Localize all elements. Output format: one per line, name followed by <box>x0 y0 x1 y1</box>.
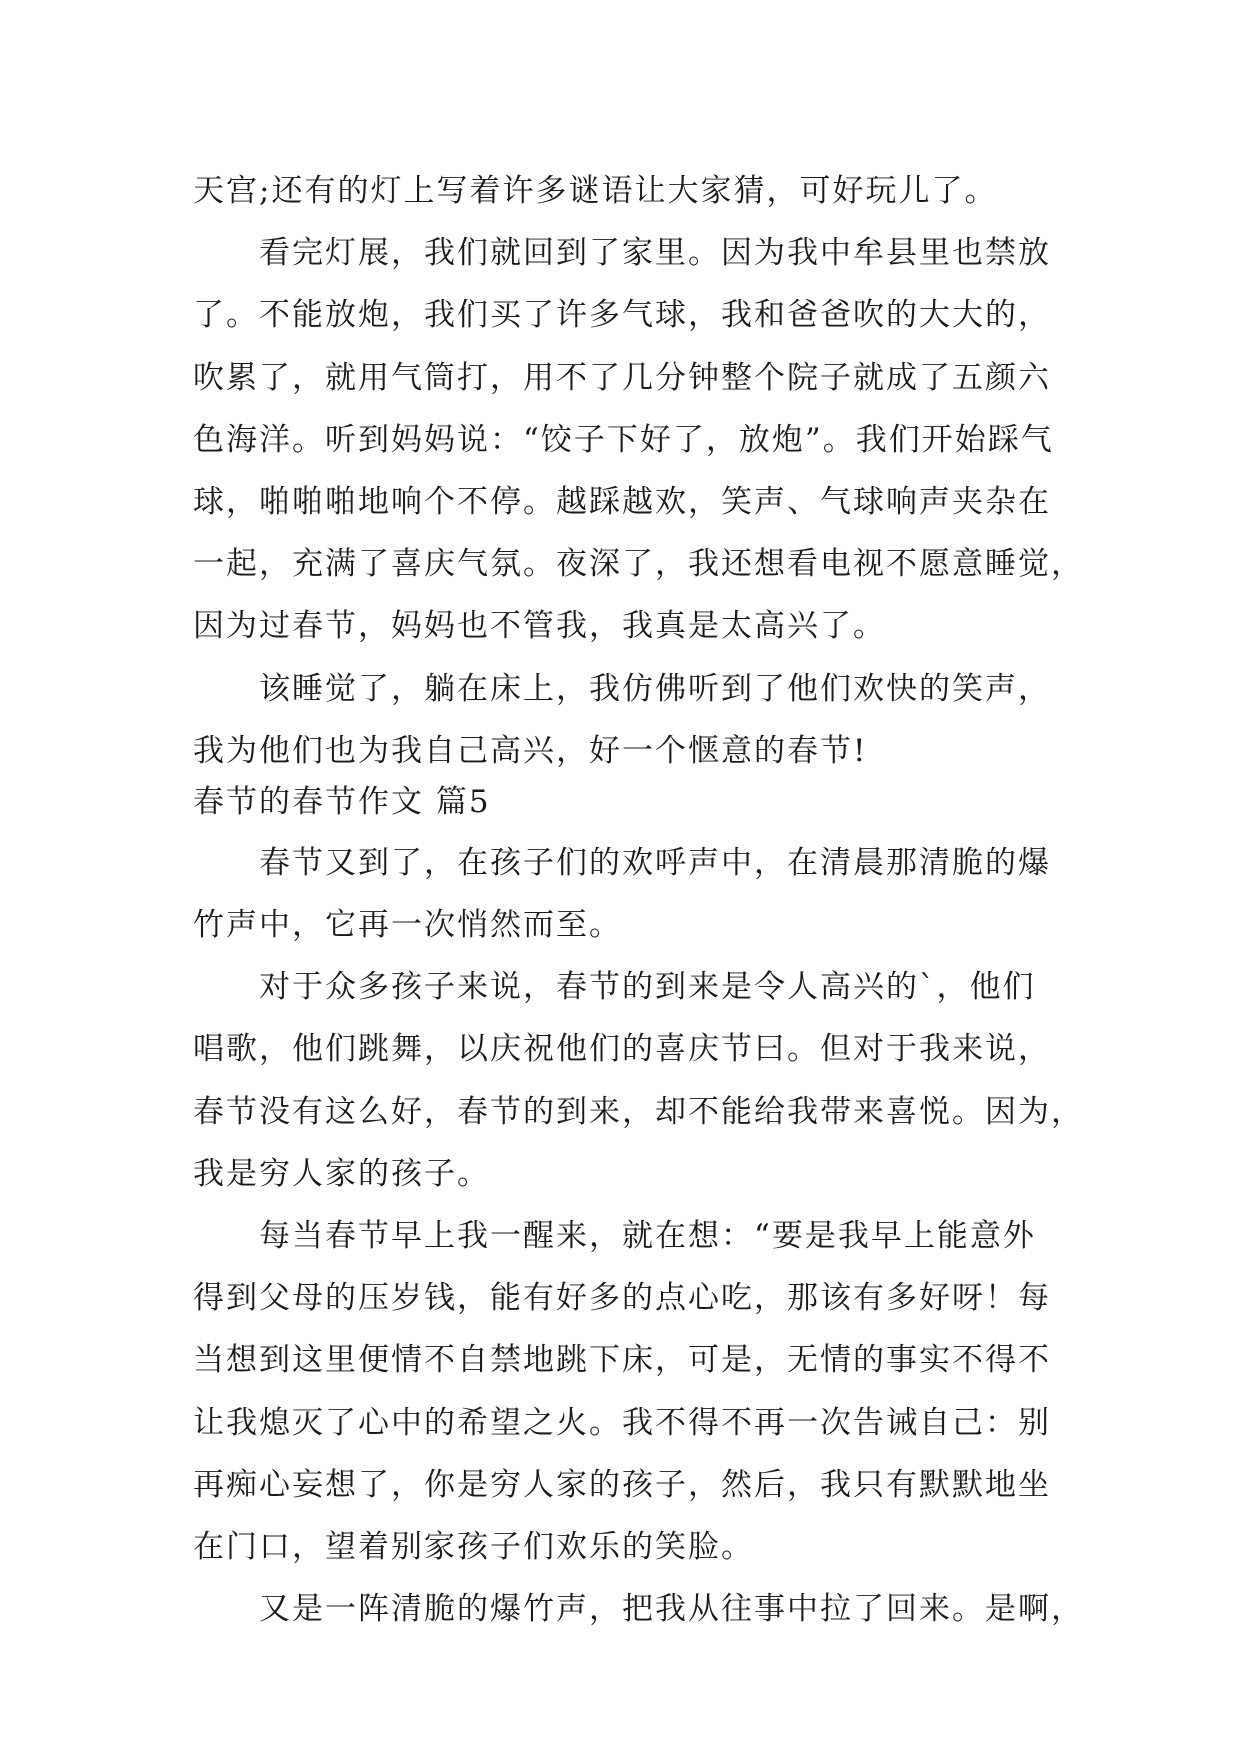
document-body <box>193 160 1084 1640</box>
text-line: 球，啪啪啪地响个不停。越踩越欢，笑声、气球响声夹杂在 <box>193 483 1051 520</box>
text-line: 唱歌，他们跳舞，以庆祝他们的喜庆节曰。但对于我来说， <box>193 1031 1051 1068</box>
text-line: 让我熄灭了心中的希望之火。我不得不再一次告诫自己：别 <box>193 1404 1051 1441</box>
text-line: 在门口，望着别家孩子们欢乐的笑脸。 <box>193 1528 754 1565</box>
text-line: 一起，充满了喜庆气氛。夜深了，我还想看电视不愿意睡觉， <box>193 546 1084 583</box>
section-heading: 春节的春节作文 篇5 <box>193 783 491 820</box>
text-line: 春节没有这么好，春节的到来，却不能给我带来喜悦。因为， <box>193 1093 1084 1130</box>
text-line: 该睡觉了，躺在床上，我仿佛听到了他们欢快的笑声， <box>193 670 1051 707</box>
text-line: 色海洋。听到妈妈说：“饺子下好了，放炮”。我们开始踩气 <box>193 421 1054 458</box>
text-line: 春节又到了，在孩子们的欢呼声中，在清晨那清脆的爆 <box>193 844 1051 881</box>
text-line: 吹累了，就用气筒打，用不了几分钟整个院子就成了五颜六 <box>193 359 1051 396</box>
text-line: 天宫;还有的灯上写着许多谜语让大家猜，可好玩儿了。 <box>193 173 998 209</box>
text-line: 竹声中，它再一次悄然而至。 <box>193 907 622 944</box>
text-line: 因为过春节，妈妈也不管我，我真是太高兴了。 <box>193 608 886 645</box>
text-line: 对于众多孩子来说，春节的到来是令人高兴的`，他们 <box>193 969 1036 1006</box>
text-line: 我为他们也为我自己高兴，好一个惬意的春节! <box>193 732 868 769</box>
text-line: 看完灯展，我们就回到了家里。因为我中牟县里也禁放 <box>193 235 1051 272</box>
text-line: 再痴心妄想了，你是穷人家的孩子，然后，我只有默默地坐 <box>193 1466 1051 1503</box>
text-line: 得到父母的压岁钱，能有好多的点心吃，那该有多好呀！每 <box>193 1280 1051 1317</box>
text-line: 了。不能放炮，我们买了许多气球，我和爸爸吹的大大的， <box>193 297 1051 334</box>
text-line: 我是穷人家的孩子。 <box>193 1155 490 1192</box>
text-line: 当想到这里便情不自禁地跳下床，可是，无情的事实不得不 <box>193 1342 1051 1379</box>
text-line: 每当春节早上我一醒来，就在想：“要是我早上能意外 <box>193 1218 1036 1254</box>
text-line: 又是一阵清脆的爆竹声，把我从往事中拉了回来。是啊， <box>193 1591 1084 1628</box>
